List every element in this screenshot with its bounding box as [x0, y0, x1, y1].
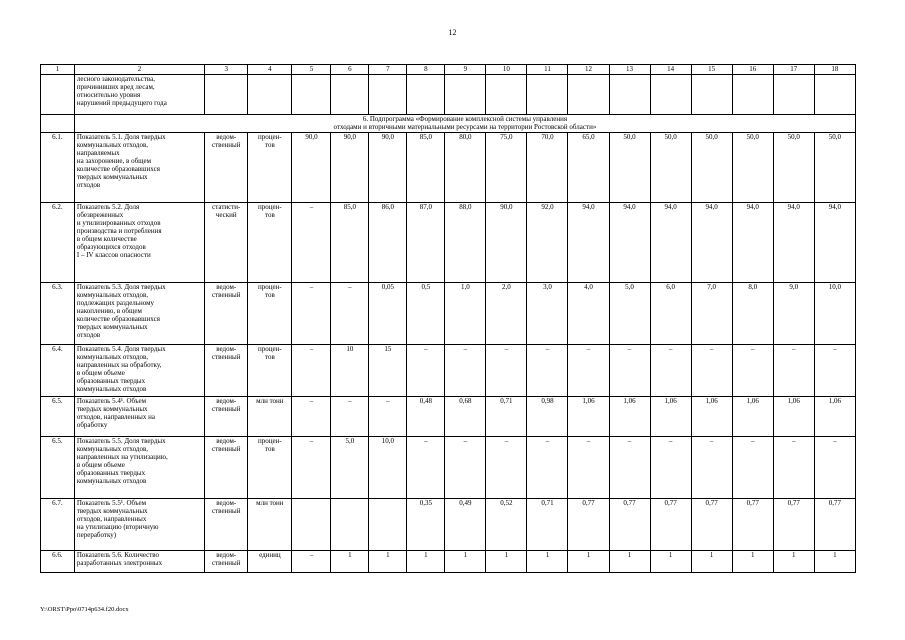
indicator-name: Показатель 5.6. Количество разработанных электронных [74, 551, 204, 573]
column-header: 9 [445, 65, 486, 75]
value-cell: 65,0 [568, 133, 609, 203]
value-cell: – [486, 345, 527, 397]
value-cell: 4,0 [568, 283, 609, 345]
data-source: ведом- ственный [205, 397, 248, 437]
table-row [41, 551, 856, 573]
unit-of-measure: процен- тов [248, 203, 292, 283]
column-header: 6 [331, 65, 369, 75]
value-cell: 3,0 [527, 283, 568, 345]
value-cell: 50,0 [732, 133, 773, 203]
value-cell: 0,77 [568, 499, 609, 551]
value-cell: 9,0 [773, 283, 814, 345]
value-cell: – [369, 397, 407, 437]
column-header: 18 [814, 65, 855, 75]
value-cell: 85,0 [331, 203, 369, 283]
value-cell: 5,0 [609, 283, 650, 345]
value-cell: 1,06 [609, 397, 650, 437]
value-cell: – [331, 283, 369, 345]
column-header: 12 [568, 65, 609, 75]
column-header: 16 [732, 65, 773, 75]
value-cell: 1,06 [691, 397, 732, 437]
value-cell: 0,77 [732, 499, 773, 551]
value-cell: 1,06 [814, 397, 855, 437]
row-number: 6.5. [41, 397, 75, 437]
value-cell: 1,0 [445, 283, 486, 345]
column-header: 11 [527, 65, 568, 75]
data-source: ведом- ственный [205, 133, 248, 203]
unit-of-measure: процен- тов [248, 283, 292, 345]
column-header: 10 [486, 65, 527, 75]
indicator-name: Показатель 5.5. Доля твердых коммунальных отходов, направленных на утилизацию, в общем объеме образованных твердых коммунальных отходов [74, 437, 204, 499]
indicators-table [40, 64, 856, 573]
value-cell: 0,71 [486, 397, 527, 437]
value-cell: 1 [527, 551, 568, 573]
value-cell: 0,77 [773, 499, 814, 551]
value-cell: 0,77 [650, 499, 691, 551]
value-cell: – [527, 345, 568, 397]
value-cell: – [773, 345, 814, 397]
value-cell: 80,0 [445, 133, 486, 203]
value-cell: 1 [773, 551, 814, 573]
value-cell: 85,0 [407, 133, 445, 203]
table-row [41, 437, 856, 499]
value-cell [292, 499, 331, 551]
indicator-name: Показатель 5.2. Доля обезвреженных и утилизированных отходов производства и потребления в общем количестве образующихся отходов I – IV классов опасности [74, 203, 204, 283]
data-source: ведом- ственный [205, 437, 248, 499]
unit-of-measure: единиц [248, 551, 292, 573]
value-cell: – [445, 437, 486, 499]
value-cell: 15 [369, 345, 407, 397]
value-cell: – [331, 397, 369, 437]
value-cell: 50,0 [650, 133, 691, 203]
table-cell [486, 75, 527, 115]
row-number: 6.1. [41, 133, 75, 203]
value-cell: – [691, 345, 732, 397]
table-cell [568, 75, 609, 115]
column-header: 5 [292, 65, 331, 75]
section-title: 6. Подпрограмма «Формирование комплексной системы управления отходами и вторичными материальными ресурсами на территории Ростовской области» [74, 115, 855, 133]
table-cell [205, 75, 248, 115]
value-cell: – [292, 203, 331, 283]
value-cell: 1 [568, 551, 609, 573]
data-source: статисти- ческий [205, 203, 248, 283]
value-cell: – [292, 437, 331, 499]
value-cell: – [407, 345, 445, 397]
table-cell [407, 75, 445, 115]
column-header: 14 [650, 65, 691, 75]
value-cell: – [773, 437, 814, 499]
data-source: ведом- ственный [205, 551, 248, 573]
value-cell: 1,06 [773, 397, 814, 437]
value-cell: – [650, 437, 691, 499]
indicator-name: Показатель 5.4. Доля твердых коммунальных отходов, направленных на обработку, в общем объеме образованных твердых коммунальных отходов [74, 345, 204, 397]
value-cell: – [445, 345, 486, 397]
unit-of-measure: процен- тов [248, 133, 292, 203]
continuation-text: лесного законодательства, причинивших вред лесам, относительно уровня нарушений предыдущего года [74, 75, 204, 115]
table-cell [691, 75, 732, 115]
row-number: 6.4. [41, 345, 75, 397]
value-cell: – [407, 437, 445, 499]
table-cell [248, 75, 292, 115]
row-number: 6.3. [41, 283, 75, 345]
column-header: 3 [205, 65, 248, 75]
value-cell: 90,0 [486, 203, 527, 283]
table-cell [527, 75, 568, 115]
data-source: ведом- ственный [205, 499, 248, 551]
row-number: 6.6. [41, 551, 75, 573]
value-cell: 70,0 [527, 133, 568, 203]
value-cell: 88,0 [445, 203, 486, 283]
table-cell [445, 75, 486, 115]
value-cell: – [486, 437, 527, 499]
table-row [41, 397, 856, 437]
table-cell [814, 75, 855, 115]
value-cell: 1 [691, 551, 732, 573]
unit-of-measure: млн тонн [248, 499, 292, 551]
table-row [41, 345, 856, 397]
column-header: 1 [41, 65, 75, 75]
value-cell: 50,0 [609, 133, 650, 203]
value-cell: 0,77 [691, 499, 732, 551]
value-cell: – [650, 345, 691, 397]
table-row [41, 499, 856, 551]
value-cell: 1 [486, 551, 527, 573]
value-cell: – [292, 283, 331, 345]
value-cell: 8,0 [732, 283, 773, 345]
page-number: 12 [448, 28, 457, 37]
indicator-name: Показатель 5.3. Доля твердых коммунальных отходов, подлежащих раздельному накоплению, в общем количестве образовавшихся твердых коммунальных отходов [74, 283, 204, 345]
data-source: ведом- ственный [205, 345, 248, 397]
data-source: ведом- ственный [205, 283, 248, 345]
table-cell [732, 75, 773, 115]
value-cell: 1 [407, 551, 445, 573]
value-cell: – [814, 437, 855, 499]
table-cell [773, 75, 814, 115]
unit-of-measure: млн тонн [248, 397, 292, 437]
column-header: 17 [773, 65, 814, 75]
indicator-name: Показатель 5.1. Доля твердых коммунальных отходов, направляемых на захоронение, в общем количестве образовавшихся твердых коммунальных отходов [74, 133, 204, 203]
value-cell: 0,48 [407, 397, 445, 437]
value-cell: 1 [369, 551, 407, 573]
value-cell: 10 [331, 345, 369, 397]
value-cell: 1 [732, 551, 773, 573]
value-cell: 0,05 [369, 283, 407, 345]
file-path: Y:\ORST\Ppo\0714p634.f20.docx [40, 606, 129, 613]
value-cell: – [691, 437, 732, 499]
section-row [41, 115, 856, 133]
row-number: 6.5. [41, 437, 75, 499]
value-cell: 90,0 [292, 133, 331, 203]
value-cell: 10,0 [814, 283, 855, 345]
table-row [41, 203, 856, 283]
value-cell: 94,0 [814, 203, 855, 283]
column-header: 15 [691, 65, 732, 75]
indicator-name: Показатель 5.4¹. Объем твердых коммунальных отходов, направленных на обработку [74, 397, 204, 437]
table-row [41, 133, 856, 203]
value-cell: 0,5 [407, 283, 445, 345]
value-cell: 1 [331, 551, 369, 573]
value-cell: 1 [650, 551, 691, 573]
value-cell: 90,0 [369, 133, 407, 203]
value-cell: 7,0 [691, 283, 732, 345]
value-cell: 5,0 [331, 437, 369, 499]
value-cell: 0,98 [527, 397, 568, 437]
table-row [41, 283, 856, 345]
continuation-row [41, 75, 856, 115]
column-header: 8 [407, 65, 445, 75]
row-number: 6.2. [41, 203, 75, 283]
value-cell [369, 499, 407, 551]
column-header: 2 [74, 65, 204, 75]
value-cell: 94,0 [568, 203, 609, 283]
value-cell: 1 [609, 551, 650, 573]
value-cell: 1 [445, 551, 486, 573]
value-cell: 10,0 [369, 437, 407, 499]
value-cell: 86,0 [369, 203, 407, 283]
value-cell: – [292, 397, 331, 437]
value-cell: – [568, 345, 609, 397]
value-cell: 1,06 [650, 397, 691, 437]
value-cell: 94,0 [691, 203, 732, 283]
value-cell: – [292, 345, 331, 397]
value-cell: 0,77 [814, 499, 855, 551]
value-cell: 50,0 [773, 133, 814, 203]
value-cell: 0,77 [609, 499, 650, 551]
value-cell: 0,68 [445, 397, 486, 437]
value-cell: – [609, 437, 650, 499]
value-cell: 94,0 [732, 203, 773, 283]
value-cell: 94,0 [773, 203, 814, 283]
value-cell: – [732, 345, 773, 397]
unit-of-measure: процен- тов [248, 345, 292, 397]
value-cell: 50,0 [691, 133, 732, 203]
value-cell: 92,0 [527, 203, 568, 283]
table-cell [41, 75, 75, 115]
value-cell: 50,0 [814, 133, 855, 203]
table-cell [650, 75, 691, 115]
value-cell: 0,71 [527, 499, 568, 551]
value-cell: 1,06 [568, 397, 609, 437]
value-cell: – [609, 345, 650, 397]
table-cell [41, 115, 75, 133]
value-cell: – [568, 437, 609, 499]
column-header: 7 [369, 65, 407, 75]
value-cell: 1 [814, 551, 855, 573]
table-cell [609, 75, 650, 115]
value-cell: – [732, 437, 773, 499]
value-cell: 6,0 [650, 283, 691, 345]
value-cell [331, 499, 369, 551]
value-cell: – [814, 345, 855, 397]
column-header: 4 [248, 65, 292, 75]
value-cell: 94,0 [650, 203, 691, 283]
value-cell: 75,0 [486, 133, 527, 203]
table-cell [292, 75, 331, 115]
row-number: 6.7. [41, 499, 75, 551]
value-cell: 1,06 [732, 397, 773, 437]
value-cell: 0,52 [486, 499, 527, 551]
column-header: 13 [609, 65, 650, 75]
value-cell: 2,0 [486, 283, 527, 345]
value-cell: – [527, 437, 568, 499]
unit-of-measure: процен- тов [248, 437, 292, 499]
value-cell: 90,0 [331, 133, 369, 203]
header-row [41, 65, 856, 75]
value-cell: – [292, 551, 331, 573]
value-cell: 0,49 [445, 499, 486, 551]
value-cell: 0,35 [407, 499, 445, 551]
value-cell: 94,0 [609, 203, 650, 283]
table-cell [369, 75, 407, 115]
table-cell [331, 75, 369, 115]
indicator-name: Показатель 5.5¹. Объем твердых коммунальных отходов, направленных на утилизацию (вторичную переработку) [74, 499, 204, 551]
value-cell: 87,0 [407, 203, 445, 283]
